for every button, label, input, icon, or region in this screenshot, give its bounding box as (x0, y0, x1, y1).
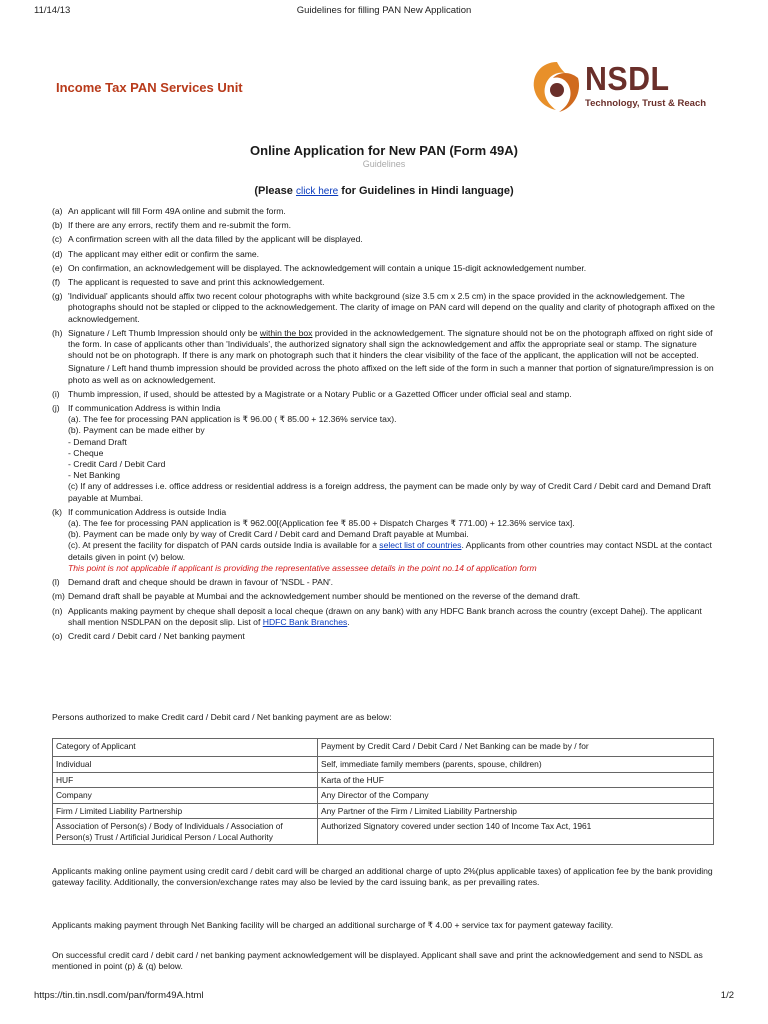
guidelines-list (52, 206, 716, 645)
table-cell: HUF (53, 772, 318, 788)
table-cell: Firm / Limited Liability Partnership (53, 803, 318, 819)
item-label: (c) (52, 234, 63, 245)
item-k-fee: (a). The fee for processing PAN application is ₹ 962.00[(Application fee ₹ 85.00 + Dispatch Charges ₹ 771.00) + 12.36% service tax]. (68, 518, 575, 529)
list-item (52, 249, 716, 260)
item-j-fee: (a). The fee for processing PAN application is ₹ 96.00 ( ₹ 85.00 + 12.36% service tax). (68, 414, 397, 425)
item-text: If communication Address is outside India (68, 506, 227, 517)
item-label: (l) (52, 577, 60, 588)
table-cell: Any Partner of the Firm / Limited Liability Partnership (318, 803, 714, 819)
item-j-payment: (b). Payment can be made either by (68, 425, 205, 436)
acknowledgement-paragraph: On successful credit card / debit card / net banking payment acknowledgement will be displayed. Applicant shall save and print the acknowledgement and send to NSDL as mentioned in point (p) & (q) below. (52, 950, 703, 972)
table-row (53, 788, 714, 804)
item-text: Thumb impression, if used, should be attested by a Magistrate or a Notary Public or a Gazetted Officer under official seal and stamp. (68, 388, 572, 399)
item-k-dispatch-post: . Applicants from other countries may contact NSDL at the contact details given in point (v) below. (68, 540, 712, 562)
item-text (68, 606, 716, 628)
nsdl-swirl-icon (528, 58, 586, 116)
item-k-payment: (b). Payment can be made only by way of Credit Card / Debit card and Demand Draft payable at Mumbai. (68, 529, 469, 540)
list-item (52, 577, 716, 588)
item-label: (h) (52, 327, 63, 338)
hindi-prefix: (Please (254, 185, 296, 197)
item-k-dispatch-pre: (c). At present the facility for dispatch of PAN cards outside India is available for a (68, 540, 380, 551)
table-row (53, 819, 714, 845)
item-text: Credit card / Debit card / Net banking payment (68, 630, 245, 641)
list-item (52, 263, 716, 274)
item-text: A confirmation screen with all the data filled by the applicant will be displayed. (68, 234, 363, 245)
table-cell: Any Director of the Company (318, 788, 714, 804)
payment-mode: - Credit Card / Debit Card (68, 459, 166, 470)
item-label: (a) (52, 206, 63, 216)
hdfc-branches-link[interactable]: HDFC Bank Branches (262, 616, 348, 627)
list-item (52, 206, 716, 217)
print-doc-title: Guidelines for filling PAN New Application (296, 5, 472, 16)
item-n-post: . (347, 616, 350, 627)
item-label: (j) (52, 403, 60, 414)
item-h-underlined: within the box (259, 327, 313, 338)
list-item (52, 606, 716, 628)
list-item (52, 277, 716, 288)
item-k-note: This point is not applicable if applicant is providing the representative assessee details in the point no.14 of application form (68, 562, 537, 573)
item-text: The applicant may either edit or confirm the same. (68, 248, 260, 259)
item-label: (n) (52, 605, 63, 616)
print-url: https://tin.tin.nsdl.com/pan/form49A.html (34, 990, 204, 1001)
nsdl-logo (528, 58, 718, 118)
item-text: If communication Address is within India (68, 403, 221, 414)
payment-mode: - Net Banking (68, 470, 121, 481)
item-label: (i) (52, 388, 60, 399)
list-item (52, 591, 716, 602)
table-cell: Association of Person(s) / Body of Individuals / Association of Person(s) Trust / Artificial Juridical Person / Local Authority (53, 819, 318, 845)
table-cell: Self, immediate family members (parents, spouse, children) (318, 757, 714, 773)
list-item (52, 291, 716, 325)
table-row (53, 772, 714, 788)
item-j-foreign: (c) If any of addresses i.e. office address or residential address is a foreign address, the payment can be made only by way of Credit Card / Debit card and Demand Draft payable at Mumbai. (68, 481, 711, 503)
table-header-cell: Payment by Credit Card / Debit Card / Net Banking can be made by / for (318, 739, 714, 757)
payment-mode: - Demand Draft (68, 436, 127, 447)
print-header (0, 0, 768, 18)
item-label: (f) (52, 277, 61, 288)
item-text: An applicant will fill Form 49A online and submit the form. (68, 206, 286, 216)
card-charge-paragraph: Applicants making online payment using credit card / debit card will be charged an additional charge of upto 2%(plus applicable taxes) of application fee by the bank providing gateway facility. Additionally, the conversion/exchange rates may also be levied by the card issuing bank, as per prevailing rates. (52, 866, 713, 888)
item-label: (b) (52, 220, 63, 231)
table-cell: Company (53, 788, 318, 804)
table-header-row (53, 739, 714, 757)
item-k-dispatch (68, 540, 716, 562)
print-page-number: 1/2 (720, 990, 734, 1001)
page-subtitle: Guidelines (362, 159, 406, 169)
payment-mode: - Cheque (68, 447, 104, 458)
list-item (52, 220, 716, 231)
hindi-guidelines-link[interactable]: click here (295, 186, 339, 197)
item-label: (o) (52, 630, 63, 641)
list-item (52, 403, 716, 504)
item-label: (m) (52, 591, 65, 602)
item-h-pre: Signature / Left Thumb Impression should only be (68, 327, 260, 338)
table-cell: Authorized Signatory covered under section 140 of Income Tax Act, 1961 (318, 819, 714, 845)
table-row (53, 803, 714, 819)
table-cell: Karta of the HUF (318, 772, 714, 788)
persons-intro: Persons authorized to make Credit card / Debit card / Net banking payment are as below: (52, 712, 392, 722)
item-h-extra: Signature / Left hand thumb impression should be provided across the photo affixed on the left side of the form in such a manner that portion of signature/impression is on photo as well as on acknowledgement. (68, 363, 714, 385)
item-text: 'Individual' applicants should affix two recent colour photographs with white background (size 3.5 cm x 2.5 cm) in the space provided in the acknowledgement. The photographs should not be stapled or clipped to the acknowledgement. The clarity of image on PAN card will depend on the quality and clarity of photograph affixed on the acknowledgement. (68, 291, 715, 324)
item-label: (k) (52, 506, 63, 517)
table-header-cell: Category of Applicant (53, 739, 318, 757)
table-cell: Individual (53, 757, 318, 773)
list-item (52, 234, 716, 245)
item-text: Demand draft and cheque should be drawn in favour of 'NSDL - PAN'. (68, 577, 334, 588)
logo-brand-text: NSDL (585, 60, 670, 97)
item-text (68, 328, 716, 362)
netbanking-charge-paragraph: Applicants making payment through Net Banking facility will be charged an additional surcharge of ₹ 4.00 + service tax for payment gateway facility. (52, 920, 614, 930)
item-label: (g) (52, 291, 63, 302)
logo-tagline: Technology, Trust & Reach (585, 98, 707, 109)
item-text: Demand draft shall be payable at Mumbai and the acknowledgement number should be mentioned on the reverse of the demand draft. (68, 591, 581, 602)
authorized-persons-table (52, 738, 714, 845)
list-item (52, 631, 716, 642)
unit-title: Income Tax PAN Services Unit (56, 80, 243, 95)
list-item (52, 389, 716, 400)
list-item (52, 507, 716, 574)
item-h-post: provided in the acknowledgement. The signature should not be on the photograph affixed on right side of the form. In case of applicants other than 'Individuals', the authorized signatory shall sign the acknowledgement and affix the appropriate seal or stamp. The signature should not be on photograph. If there is any mark on photograph such that it hinders the clear visibility of the face of the applicant, the application will not be accepted. (68, 327, 713, 361)
item-text: On confirmation, an acknowledgement will be displayed. The acknowledgement will contain a unique 15-digit acknowledgement number. (68, 262, 587, 273)
page-title: Online Application for New PAN (Form 49A) (250, 143, 518, 158)
item-n-pre: Applicants making payment by cheque shall deposit a local cheque (drawn on any bank) with any HDFC Bank branch across the country (except Dahej). The applicant shall mention NSDLPAN on the deposit slip. List of (68, 605, 702, 627)
item-label: (e) (52, 262, 63, 273)
table-row (53, 757, 714, 773)
list-item (52, 328, 716, 386)
hindi-suffix: for Guidelines in Hindi language) (338, 185, 514, 197)
select-countries-link[interactable]: select list of countries (379, 540, 462, 551)
item-text: The applicant is requested to save and print this acknowledgement. (68, 277, 325, 288)
item-text: If there are any errors, rectify them and re-submit the form. (68, 220, 292, 231)
print-date: 11/14/13 (34, 5, 71, 16)
hindi-guidelines-line (0, 185, 768, 197)
item-label: (d) (52, 248, 63, 259)
